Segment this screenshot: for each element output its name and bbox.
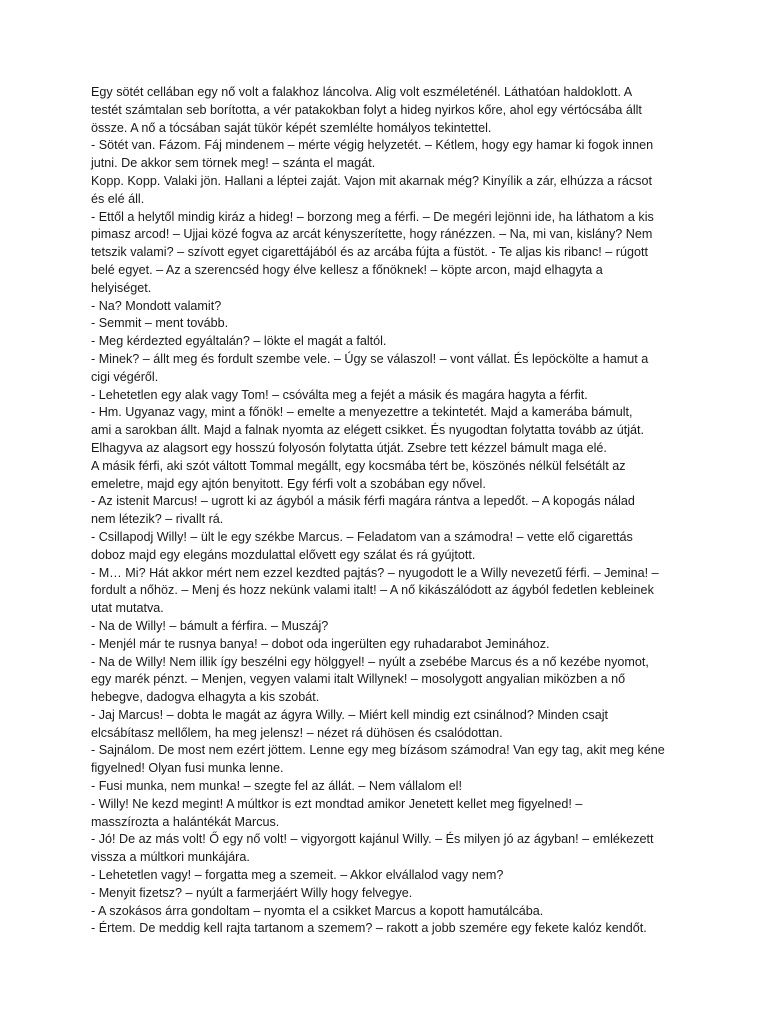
text-line: össze. A nő a tócsában saját tükör képét szemlélte homályos tekintettel. bbox=[91, 120, 492, 135]
text-line: - Az istenit Marcus! – ugrott ki az ágyból a másik férfi magára rántva a lepedőt. – A kopogás nálad bbox=[91, 494, 635, 509]
text-line: - Fusi munka, nem munka! – szegte fel az állát. – Nem vállalom el! bbox=[91, 779, 462, 794]
text-line: - M… Mi? Hát akkor mért nem ezzel kezdted pajtás? – nyugodott le a Willy nevezetű férfi. – Jemina! – bbox=[91, 565, 659, 580]
text-line: - Na? Mondott valamit? bbox=[91, 298, 222, 313]
text-line: masszírozta a halántékát Marcus. bbox=[91, 814, 280, 829]
text-line: ami a sarokban állt. Majd a falnak nyomta az elégett csikket. És nyugodtan folytatta tovább az útját. bbox=[91, 423, 645, 438]
text-line: - Willy! Ne kezd megint! A múltkor is ezt mondtad amikor Jenetett kellet meg figyelned! – bbox=[91, 796, 583, 811]
text-line: emeletre, majd egy ajtón benyitott. Egy férfi volt a szobában egy nővel. bbox=[91, 476, 486, 491]
text-line: - Menyit fizetsz? – nyúlt a farmerjáért Willy hogy felvegye. bbox=[91, 885, 413, 900]
text-line: - Értem. De meddig kell rajta tartanom a szemem? – rakott a jobb szemére egy fekete kalóz kendőt. bbox=[91, 921, 647, 936]
text-line: - Na de Willy! Nem illik így beszélni egy hölggyel! – nyúlt a zsebébe Marcus és a nő kezébe nyomot, bbox=[91, 654, 649, 669]
text-line: utat mutatva. bbox=[91, 601, 164, 616]
text-line: hebegve, dadogva elhagyta a kis szobát. bbox=[91, 690, 320, 705]
text-line: fordult a nőhöz. – Menj és hozz nekünk valami italt! – A nő kikászálódott az ágyból fedetlen kebleinek bbox=[91, 583, 654, 598]
text-line: - Csillapodj Willy! – ült le egy székbe Marcus. – Feladatom van a számodra! – vette elő cigarettás bbox=[91, 529, 633, 544]
text-line: - Hm. Ugyanaz vagy, mint a főnök! – emelte a menyezettre a tekintetét. Majd a kamerába bámult, bbox=[91, 405, 633, 420]
text-line: A másik férfi, aki szót váltott Tommal megállt, egy kocsmába tért be, köszönés nélkül felsétált az bbox=[91, 458, 626, 473]
text-line: pimasz arcod! – Ujjai közé fogva az arcát kényszerítette, hogy ránézzen. – Na, mi van, kislány? Nem bbox=[91, 227, 653, 242]
text-line: - Meg kérdezted egyáltalán? – lökte el magát a faltól. bbox=[91, 334, 387, 349]
text-line: - Lehetetlen egy alak vagy Tom! – csóválta meg a fejét a másik és magára hagyta a férfit. bbox=[91, 387, 588, 402]
text-line: cigi végéről. bbox=[91, 369, 159, 384]
text-line: vissza a múltkori munkájára. bbox=[91, 850, 250, 865]
text-line: - Sajnálom. De most nem ezért jöttem. Lenne egy meg bízásom számodra! Van egy tag, akit meg kéne bbox=[91, 743, 665, 758]
text-line: - Menjél már te rusnya banya! – dobot oda ingerülten egy ruhadarabot Jeminához. bbox=[91, 636, 550, 651]
text-line: figyelned! Olyan fusi munka lenne. bbox=[91, 761, 284, 776]
text-line: - Jaj Marcus! – dobta le magát az ágyra Willy. – Miért kell mindig ezt csinálnod? Minden csajt bbox=[91, 707, 609, 722]
text-line: Kopp. Kopp. Valaki jön. Hallani a léptei zaját. Vajon mit akarnak még? Kinyílik a zár, elhúzza a rácsot bbox=[91, 173, 652, 188]
text-line: nem létezik? – rivallt rá. bbox=[91, 512, 224, 527]
text-line: - Sötét van. Fázom. Fáj mindenem – mérte végig helyzetét. – Kétlem, hogy egy hamar ki fogok innen bbox=[91, 138, 654, 153]
text-line: Egy sötét cellában egy nő volt a falakhoz láncolva. Alig volt eszméleténél. Láthatóan haldoklott. A bbox=[91, 85, 633, 99]
text-line: - Ettől a helytől mindig kiráz a hideg! – borzong meg a férfi. – De megéri lejönni ide, ha láthatom a kis bbox=[91, 209, 654, 224]
text-line: tetszik valami? – szívott egyet cigarettájából és az arcába fújta a füstöt. - Te aljas kis ribanc! – rúgott bbox=[91, 245, 648, 260]
text-line: testét számtalan seb borította, a vér patakokban folyt a hideg nyirkos kőre, ahol egy vértócsába állt bbox=[91, 102, 642, 117]
text-line: jutni. De akkor sem törnek meg! – szánta el magát. bbox=[91, 156, 376, 171]
text-line: - A szokásos árra gondoltam – nyomta el a csikket Marcus a kopott hamutálcába. bbox=[91, 903, 544, 918]
text-line: helyiséget. bbox=[91, 280, 152, 295]
text-line: Elhagyva az alagsort egy hosszú folyosón folytatta útját. Zsebre tett kézzel bámult maga elé. bbox=[91, 440, 607, 455]
text-line: és elé áll. bbox=[91, 191, 145, 206]
text-line: - Lehetetlen vagy! – forgatta meg a szemeit. – Akkor elvállalod vagy nem? bbox=[91, 868, 504, 883]
document-page bbox=[91, 84, 681, 938]
text-line: - Semmit – ment tovább. bbox=[91, 316, 229, 331]
text-line: - Jó! De az más volt! Ő egy nő volt! – vigyorgott kajánul Willy. – És milyen jó az ágyban! – emlékezett bbox=[91, 832, 654, 847]
text-line: egy marék pénzt. – Menjen, vegyen valami italt Willynek! – mosolygott angyalian miközben a nő bbox=[91, 672, 626, 687]
text-line: elcsábítasz mellőlem, ha meg jelensz! – nézet rá dühösen és csalódottan. bbox=[91, 725, 503, 740]
text-line: - Minek? – állt meg és fordult szembe vele. – Úgy se válaszol! – vont vállat. És lepöckölte a hamut a bbox=[91, 351, 649, 366]
text-line: - Na de Willy! – bámult a férfira. – Muszáj? bbox=[91, 618, 329, 633]
text-line: belé egyet. – Az a szerencséd hogy élve kellesz a főnöknek! – köpte arcon, majd elhagyta a bbox=[91, 262, 603, 277]
text-line: doboz majd egy elegáns mozdulattal elővett egy szálat és rá gyújtott. bbox=[91, 547, 476, 562]
